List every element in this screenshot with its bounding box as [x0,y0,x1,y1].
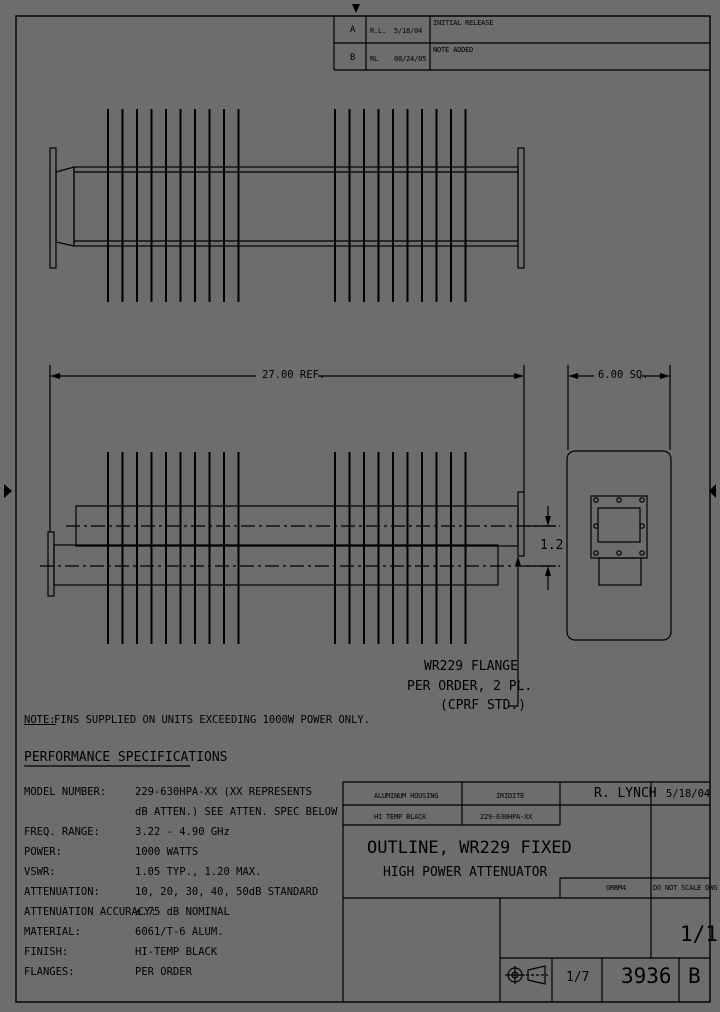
lower-waveguide [54,545,498,585]
material-cell: ALUMINUM HOUSING [374,792,439,800]
spec-label: POWER: [24,846,62,858]
rev-a-letter: A [350,25,356,35]
revision-cell: B [688,964,701,988]
performance-title: PERFORMANCE SPECIFICATIONS [24,750,228,765]
date-cell: 5/18/04 [666,788,711,800]
spec-value: 1000 WATTS [135,846,199,858]
flange-left [50,148,56,268]
note-text: FINS SUPPLIED ON UNITS EXCEEDING 1000W POWER ONLY. [54,714,371,726]
spec-label: VSWR: [24,866,56,878]
spec-label: MODEL NUMBER: [24,786,107,798]
left-center-mark [4,484,12,498]
part-number-cell: 229-630HPA-XX [480,813,533,821]
size-code-cell: ORBM4 [606,884,627,892]
rev-b-desc: NOTE ADDED [433,46,474,54]
flange-note-line-1: WR229 FLANGE [424,659,518,674]
top-center-mark [352,4,360,13]
flange-note-line-2: PER ORDER, 2 PL. [407,679,533,694]
note-label: NOTE: [24,714,56,726]
rev-b-by: RL [370,55,379,63]
rev-a-desc: INITIAL RELEASE [433,19,494,27]
finish-chem-cell: IRIDITE [496,792,525,800]
top-view [50,109,524,302]
rev-b-date: 08/24/05 [394,55,427,63]
rev-a-by: R.L. [370,27,387,35]
flange-right [518,492,524,556]
spec-value: dB ATTEN.) SEE ATTEN. SPEC BELOW [135,806,338,818]
rev-a-date: 5/18/04 [394,27,423,35]
square-dimension-label: 6.00 SQ. [598,369,649,381]
spec-label: MATERIAL: [24,926,81,938]
spec-value: PER ORDER [135,966,192,978]
spec-label: FREQ. RANGE: [24,826,100,838]
spec-label: ATTENUATION ACCURACY: [24,906,157,918]
flange-left [48,532,54,596]
projection-symbol-icon [505,966,548,984]
spec-value: HI-TEMP BLACK [135,946,218,958]
scale-cell: 1/7 [566,970,590,985]
spec-value: 6061/T-6 ALUM. [135,926,224,938]
taper-left [56,167,74,246]
do-not-scale-cell: DO NOT SCALE DWG [653,884,718,892]
spec-label: FLANGES: [24,966,75,978]
offset-dimension-label: 1.2 [540,538,564,553]
length-dimension-label: 27.00 REF. [262,369,326,381]
spec-label: FINISH: [24,946,69,958]
drawing-title-line-1: OUTLINE, WR229 FIXED [367,838,572,858]
drawn-by-cell: R. LYNCH [594,786,657,801]
rev-b-letter: B [350,53,356,63]
end-view [567,451,671,640]
spec-label: ATTENUATION: [24,886,100,898]
drawing-title-line-2: HIGH POWER ATTENUATOR [383,865,548,880]
flange-right [518,148,524,268]
spec-value: 229-630HPA-XX (XX REPRESENTS [135,786,313,798]
front-view [40,452,560,644]
spec-value: 10, 20, 30, 40, 50dB STANDARD [135,886,319,898]
spec-value: ±.75 dB NOMINAL [135,906,230,918]
flange-note-line-3: (CPRF STD.) [440,698,527,713]
length-dimension [50,365,524,532]
revision-block-lines [334,16,710,70]
spec-value: 3.22 - 4.90 GHz [135,826,230,838]
spec-value: 1.05 TYP., 1.20 MAX. [135,866,262,878]
drawing-number-cell: 3936 [621,964,672,988]
sheet-number-cell: 1/1 [680,922,718,946]
finish-cell: HI TEMP BLACK [374,813,427,821]
